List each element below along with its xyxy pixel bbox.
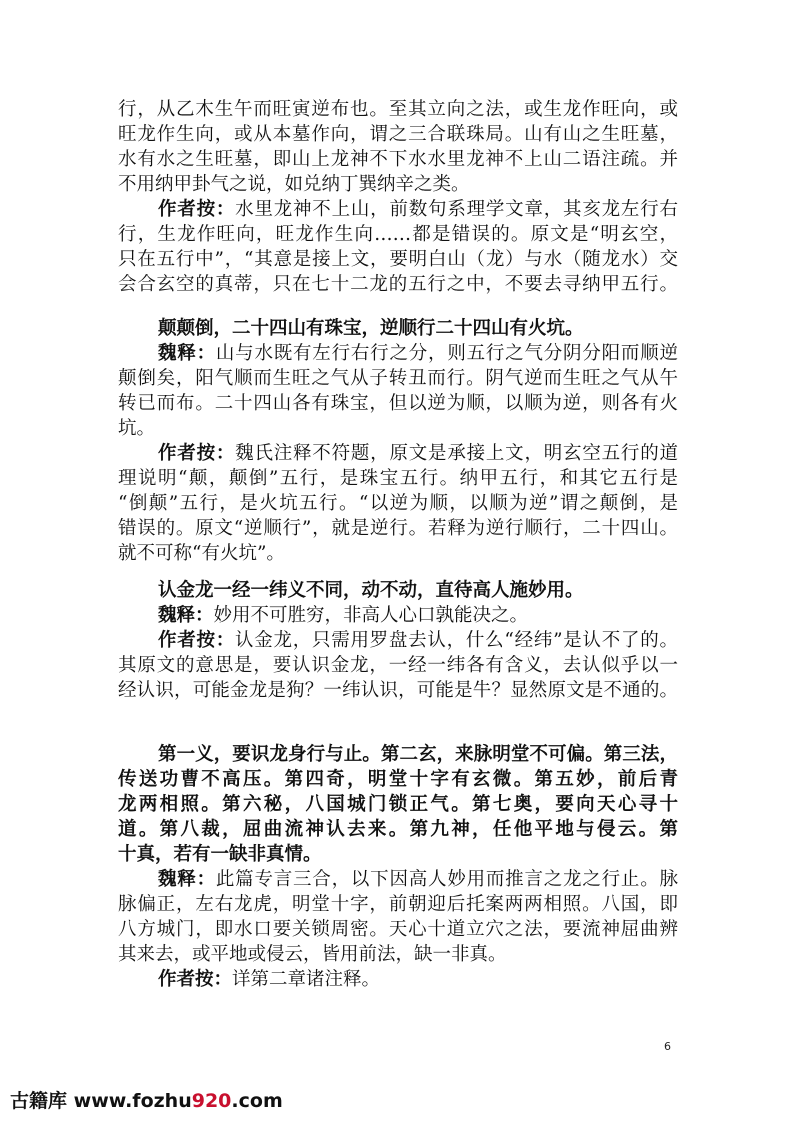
section-heading-line: 道。第八裁，屈曲流神认去来。第九神，任他平地与侵云。第	[118, 819, 678, 840]
text-line: 坑。	[118, 418, 156, 439]
section-heading-line: 龙两相照。第六秘，八国城门锁正气。第七奥，要向天心寻十	[118, 794, 678, 815]
text-line: 会合玄空的真蒂，只在七十二龙的五行之中，不要去寻纳甲五行。	[118, 274, 678, 295]
text-line: 颠倒矣，阳气顺而生旺之气从子转丑而行。阴气逆而生旺之气从午	[118, 368, 678, 389]
author-note-label: 作者按：	[158, 969, 233, 990]
text-span: 详第二章诸注释。	[232, 969, 381, 990]
text-line: 行，从乙木生午而旺寅逆布也。至其立向之法，或生龙作旺向，或	[118, 99, 678, 120]
text-line: 经认识，可能金龙是狗？一纬认识，可能是牛？显然原文是不通的。	[118, 680, 678, 701]
text-line: 错误的。原文“逆顺行”，就是逆行。若释为逆行顺行，二十四山。	[118, 518, 678, 539]
wei-note-label: 魏释：	[158, 343, 216, 364]
author-note-line	[158, 197, 678, 222]
text-span: 魏氏注释不符题，原文是承接上文，明玄空五行的道	[235, 443, 678, 464]
author-note-line	[158, 441, 678, 466]
text-line: 就不可称“有火坑”。	[118, 543, 285, 564]
site-url-prefix: www.fozhu	[73, 1090, 192, 1112]
text-line: 转已而布。二十四山各有珠宝，但以逆为顺，以顺为逆，则各有火	[118, 393, 678, 414]
author-note-label: 作者按：	[158, 630, 235, 651]
section-heading: 认金龙一经一纬义不同，动不动，直待高人施妙用。	[158, 580, 584, 601]
wei-note-line	[158, 603, 678, 628]
text-span: 认金龙，只需用罗盘去认，什么“经纬”是认不了的。	[234, 630, 678, 651]
site-url-suffix: .com	[231, 1090, 283, 1112]
text-line: 不用纳甲卦气之说，如兑纳丁巽纳辛之类。	[118, 174, 470, 195]
author-note-line	[158, 967, 678, 992]
text-span: 山与水既有左行右行之分，则五行之气分阴分阳而顺逆	[215, 343, 678, 364]
wei-note-line	[158, 341, 678, 366]
section-heading: 颠颠倒，二十四山有珠宝，逆顺行二十四山有火坑。	[158, 318, 584, 339]
text-line: 其来去，或平地或侵云，皆用前法，缺一非真。	[118, 944, 507, 965]
text-line: 旺龙作生向，或从本墓作向，谓之三合联珠局。山有山之生旺墓，	[118, 124, 678, 145]
section-heading: 第一义，要识龙身行与止。第二玄，来脉明堂不可偏。第三法，	[158, 744, 678, 765]
section-heading-line: 十真，若有一缺非真情。	[118, 844, 322, 865]
site-name: 古籍库	[10, 1090, 68, 1112]
author-note-line	[158, 628, 678, 653]
wei-note-label: 魏释：	[158, 869, 216, 890]
section-heading-line: 传送功曹不高压。第四奇，明堂十字有玄微。第五妙，前后青	[118, 769, 678, 790]
text-line: 行，生龙作旺向，旺龙作生向……都是错误的。原文是“明玄空，	[118, 224, 678, 245]
text-line: 理说明“颠，颠倒”五行，是珠宝五行。纳甲五行，和其它五行是	[118, 468, 678, 489]
text-span: 此篇专言三合，以下因高人妙用而推言之龙之行止。脉	[215, 869, 678, 890]
site-watermark[interactable]	[10, 1086, 283, 1114]
text-line: 其原文的意思是，要认识金龙，一经一纬各有含义，去认似乎以一	[118, 655, 678, 676]
text-line: 八方城门，即水口要关锁周密。天心十道立穴之法，要流神屈曲辨	[118, 919, 678, 940]
site-url-number: 920	[191, 1090, 232, 1112]
text-line: 脉偏正，左右龙虎，明堂十字，前朝迎后托案两两相照。八国，即	[118, 894, 678, 915]
text-span: 水里龙神不上山，前数句系理学文章，其亥龙左行右	[235, 199, 678, 220]
page-number: 6	[664, 1040, 671, 1053]
wei-note-line	[158, 867, 678, 892]
text-line: 只在五行中”，“其意是接上文，要明白山（龙）与水（随龙水）交	[118, 249, 678, 270]
text-span: 妙用不可胜穷，非高人心口孰能决之。	[213, 605, 529, 626]
text-line: “倒颠”五行，是火坑五行。“以逆为顺，以顺为逆”谓之颠倒，是	[118, 493, 678, 514]
author-note-label: 作者按：	[158, 443, 236, 464]
author-note-label: 作者按：	[158, 199, 236, 220]
wei-note-label: 魏释：	[158, 605, 214, 626]
text-line: 水有水之生旺墓，即山上龙神不下水水里龙神不上山二语注疏。并	[118, 149, 678, 170]
